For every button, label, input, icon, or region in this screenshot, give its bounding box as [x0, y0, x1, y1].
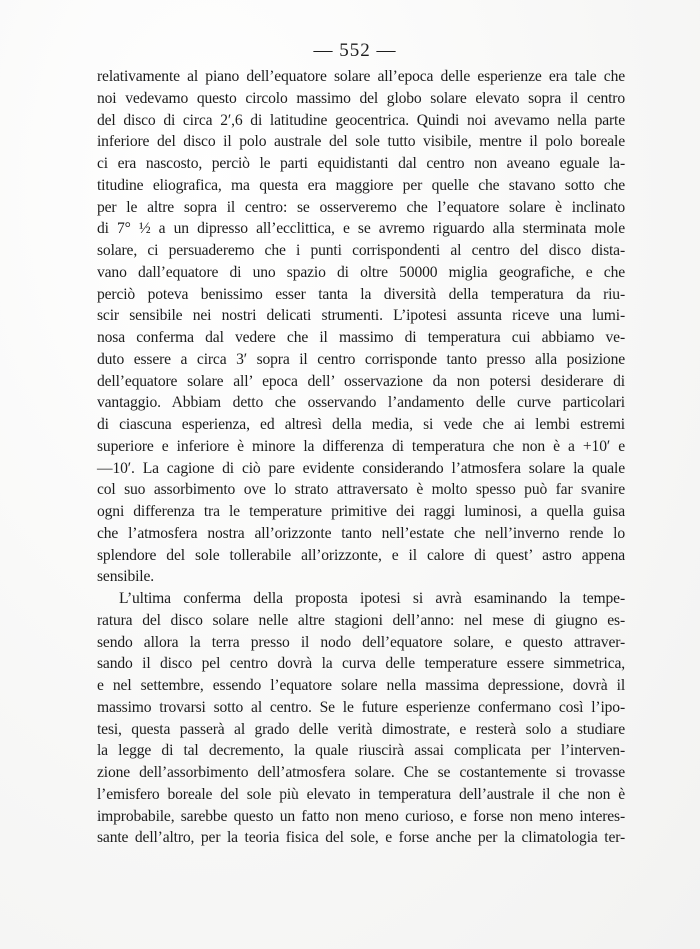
paragraph: [97, 66, 625, 588]
text-line: tesi, questa passerà al grado delle verità dimostrate, e resterà solo a studiare: [97, 720, 625, 738]
text-line: relativamente al piano dell’equatore solare all’epoca delle esperienze era tale che: [97, 68, 625, 85]
text-line: splendore del sole tollerabile all’orizzonte, e il calore di quest’ astro appena: [97, 546, 625, 564]
text-line: dell’equatore solare all’ epoca dell’ osservazione da non potersi desiderare di: [97, 372, 625, 390]
text-line: ratura del disco solare nelle altre stagioni dell’anno: nel mese di giugno es-: [97, 611, 625, 629]
text-line: vano dall’equatore di uno spazio di oltre 50000 miglia geografiche, e che: [97, 263, 625, 281]
text-line: massimo trovarsi sotto al centro. Se le future esperienze confermano così l’ipo-: [97, 698, 625, 716]
text-line: nosa conferma dal vedere che il massimo di temperatura cui abbiamo ve-: [97, 329, 625, 346]
text-line: sante dell’altro, per la teoria fisica del sole, e forse anche per la climatologia ter-: [97, 829, 625, 847]
text-line: L’ultima conferma della proposta ipotesi si avrà esaminando la tempe-: [119, 590, 625, 607]
text-line: sendo allora la terra presso il nodo dell’equatore solare, e questo attraver-: [97, 633, 625, 651]
text-line: vantaggio. Abbiam detto che osservando l’andamento delle curve particolari: [97, 394, 625, 412]
text-line: e nel settembre, essendo l’equatore solare nella massima depressione, dovrà il: [97, 677, 625, 694]
text-line: col suo assorbimento ove lo strato attraversato è molto spesso può far svanire: [97, 481, 625, 499]
text-line: noi vedevamo questo circolo massimo del globo solare elevato sopra il centro: [97, 89, 625, 107]
text-line: di ciascuna esperienza, ed altresì della media, si vede che ai lembi estremi: [97, 416, 625, 433]
text-line: superiore e inferiore è minore la differenza di temperatura che non è a +10′ e: [97, 437, 625, 455]
text-line: ci era nascosto, perciò le parti equidistanti dal centro non aveano eguale la-: [97, 155, 625, 172]
paragraph: [97, 588, 625, 849]
text-line: del disco di circa 2′,6 di latitudine geocentrica. Quindi noi avevamo nella parte: [97, 111, 625, 129]
text-line: per le altre sopra il centro: se osserveremo che l’equatore solare è inclinato: [97, 198, 625, 216]
text-line: ogni differenza tra le temperature primitive dei raggi luminosi, a quella guisa: [97, 503, 625, 520]
text-line: la legge di tal decremento, la quale riuscirà assai complicata per l’interven-: [97, 742, 625, 760]
text-line: scir sensibile nei nostri delicati strumenti. L’ipotesi assunta riceve una lumi-: [97, 307, 625, 325]
text-line: l’emisfero boreale del sole più elevato in temperatura dell’australe il che non è: [97, 785, 625, 803]
text-line: perciò poteva benissimo esser tanta la diversità della temperatura da riu-: [97, 285, 625, 303]
body-text: [97, 66, 625, 849]
text-line: inferiore del disco il polo australe del sole tutto visibile, mentre il polo boreale: [97, 133, 625, 151]
text-line: zione dell’assorbimento dell’atmosfera solare. Che se costantemente si trovasse: [97, 764, 625, 781]
text-line: sensibile.: [97, 568, 154, 586]
text-line: solare, ci persuaderemo che i punti corrispondenti al centro del disco dista-: [97, 242, 625, 259]
text-line: di 7° ½ a un dipresso all’ecclittica, e se avremo riguardo alla sterminata mole: [97, 220, 625, 238]
text-line: titudine eliografica, ma questa era maggiore per quelle che stavano sotto che: [97, 176, 625, 194]
text-line: improbabile, sarebbe questo un fatto non meno curioso, e forse non meno interes-: [97, 807, 625, 825]
text-line: —10′. La cagione di ciò pare evidente considerando l’atmosfera solare la quale: [97, 459, 625, 477]
text-line: sando il disco pel centro dovrà la curva delle temperature essere simmetrica,: [97, 655, 625, 673]
text-line: che l’atmosfera nostra all’orizzonte tanto nell’estate che nell’inverno rende lo: [97, 524, 625, 542]
text-line: duto essere a circa 3′ sopra il centro corrisponde tanto presso alla posizione: [97, 350, 625, 368]
page-number: — 552 —: [313, 40, 397, 61]
